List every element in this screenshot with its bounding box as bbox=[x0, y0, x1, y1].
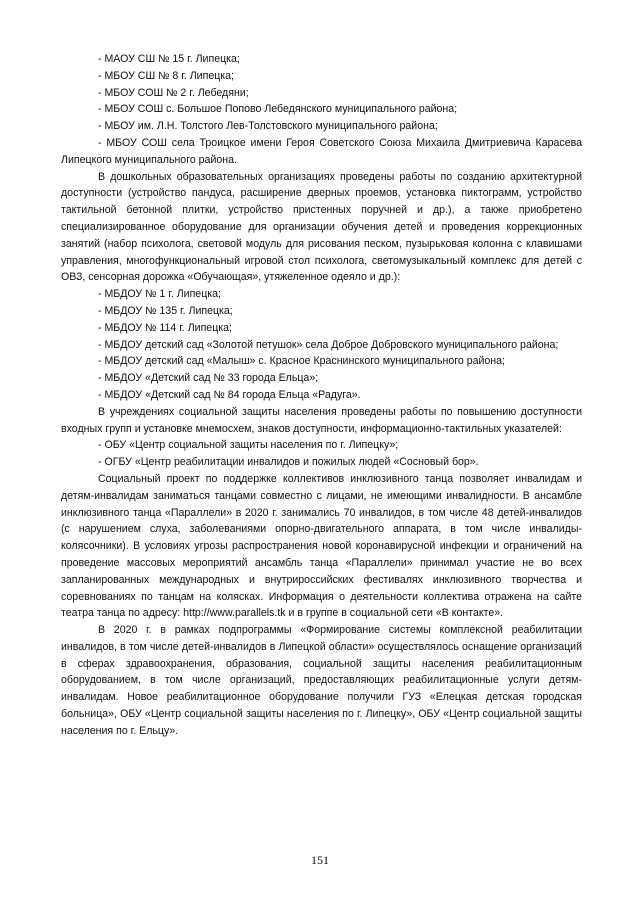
list-item: - МБОУ СШ № 8 г. Липецка; bbox=[98, 69, 234, 82]
list-item: - МБДОУ № 135 г. Липецка; bbox=[98, 304, 233, 317]
list-item: - МБДОУ № 114 г. Липецка; bbox=[98, 321, 232, 334]
list-item: - МБОУ СОШ № 2 г. Лебедяни; bbox=[98, 86, 249, 99]
page-number: 151 bbox=[311, 853, 329, 867]
list-item: - МБДОУ детский сад «Золотой петушок» села Доброе Добровского муниципального района; bbox=[98, 338, 559, 351]
list-item: - МБДОУ № 1 г. Липецка; bbox=[98, 288, 221, 301]
paragraph-rehabilitation: В 2020 г. в рамках подпрограммы «Формирование системы комплексной реабилитации инвалидов, в том числе детей-инвалидов в Липецкой области» осуществлялось оснащение организаций в сферах здравоохранения, образования, социальной защиты населения реабилитационным оборудованием, в том числе организаций, предоставляющих реабилитационные услуги детям-инвалидам. Новое реабилитационное оборудование получили ГУЗ «Елецкая детская городская больница», ОБУ «Центр социальной защиты населения по г. Липецку», ОБУ «Центр социальной защиты населения по г. Ельцу». bbox=[61, 624, 582, 737]
body-text bbox=[61, 51, 582, 740]
paragraph-dance: Социальный проект по поддержке коллективов инклюзивного танца позволяет инвалидам и детям-инвалидам заниматься танцами совместно с лицами, не имеющими инвалидности. В ансамбле инклюзивного танца «Параллели» в 2020 г. занимались 70 инвалидов, в том числе 48 детей-инвалидов (с нарушением слуха, заболеваниями опорно-двигательного аппарата, в том числе инвалиды-колясочники). В условиях угрозы распространения новой коронавирусной инфекции и ограничений на проведение массовых мероприятий ансамбль танца «Параллели» принимал участие не во всех запланированных международных и внутрироссийских фестивалях инклюзивного творчества и соревнованиях по танцам на колясках. Информация о деятельности коллектива отражена на сайте театра танца по адресу: http://www.parallels.tk и в группе в социальной сети «В контакте». bbox=[61, 472, 582, 620]
list-item: - МБОУ им. Л.Н. Толстого Лев-Толстовского муниципального района; bbox=[98, 120, 438, 133]
list-item: - МБДОУ «Детский сад № 33 города Ельца»; bbox=[98, 372, 319, 385]
list-item: - МБОУ СОШ с. Большое Попово Лебедянского муниципального района; bbox=[98, 103, 458, 116]
list-item: - МБОУ СОШ села Троицкое имени Героя Советского Союза Михаила Дмитриевича Карасева Липецкого муниципального района. bbox=[61, 136, 582, 166]
paragraph-social: В учреждениях социальной защиты населения проведены работы по повышению доступности входных групп и установке мнемосхем, знаков доступности, информационно-тактильных указателей: bbox=[61, 405, 582, 435]
list-item: - ОБУ «Центр социальной защиты населения по г. Липецку»; bbox=[98, 439, 399, 452]
paragraph-preschool: В дошкольных образовательных организациях проведены работы по созданию архитектурной доступности (устройство пандуса, расширение дверных проемов, установка пиктограмм, устройство тактильной бетонной плитки, устройство пристенных поручней и др.), а также приобретено специализированное оборудование для организации обучения детей и проведения коррекционных занятий (набор психолога, световой модуль для рисования песком, пузырьковая колонна с клавишами управления, многофункциональный игровой стол психолога, светомузыкальный комплекс для детей с ОВЗ, сенсорная дорожка «Обучающая», утяжеленное одеяло и др.): bbox=[61, 170, 582, 284]
list-item: - МАОУ СШ № 15 г. Липецка; bbox=[98, 53, 240, 65]
list-item: - МБДОУ детский сад «Малыш» с. Красное Краснинского муниципального района; bbox=[98, 355, 505, 368]
list-item: - ОГБУ «Центр реабилитации инвалидов и пожилых людей «Сосновый бор». bbox=[98, 456, 479, 469]
list-item: - МБДОУ «Детский сад № 84 города Ельца «Радуга». bbox=[98, 388, 361, 401]
